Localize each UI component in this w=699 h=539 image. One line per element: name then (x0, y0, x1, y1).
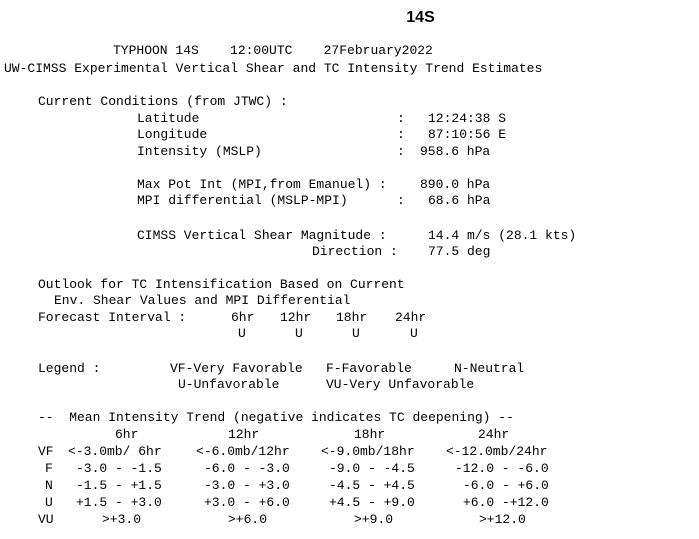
longitude-label: Longitude (137, 127, 208, 142)
trend-cell: -3.0 - -1.5 (76, 461, 162, 476)
trend-cell: <-9.0mb/18hr (321, 444, 415, 459)
legend-neutral: N-Neutral (454, 361, 525, 376)
current-conditions-heading: Current Conditions (from JTWC) : (38, 94, 288, 109)
shear-direction-label: Direction : (312, 244, 398, 259)
trend-col-18hr: 18hr (354, 427, 386, 442)
latitude-sep: : (397, 111, 405, 126)
shear-magnitude-label: CIMSS Vertical Shear Magnitude : (137, 228, 387, 243)
trend-cell: +6.0 -+12.0 (463, 495, 549, 510)
header-line-product: UW-CIMSS Experimental Vertical Shear and TC Intensity Trend Estimates (4, 61, 543, 76)
trend-col-6hr: 6hr (115, 427, 139, 442)
trend-cell: <-6.0mb/12hr (196, 444, 290, 459)
trend-row-key: U (45, 495, 53, 510)
trend-cell: +1.5 - +3.0 (76, 495, 162, 510)
intensity-label: Intensity (MSLP) (137, 144, 262, 159)
forecast-interval-6hr: 6hr (231, 310, 255, 325)
forecast-interval-24hr: 24hr (395, 310, 427, 325)
trend-cell: -1.5 - +1.5 (76, 478, 162, 493)
mpi-differential-sep: : (397, 193, 405, 208)
trend-row-key: VF (38, 444, 54, 459)
trend-cell: +3.0 - +6.0 (204, 495, 290, 510)
trend-row-key: VU (38, 512, 54, 527)
trend-cell: -3.0 - +3.0 (204, 478, 290, 493)
longitude-value: 87:10:56 E (428, 127, 507, 142)
trend-cell: >+12.0 (479, 512, 526, 527)
legend-favorable: F-Favorable (326, 361, 412, 376)
mpi-differential-label: MPI differential (MSLP-MPI) (137, 193, 348, 208)
trend-heading: -- Mean Intensity Trend (negative indicates TC deepening) -- (38, 410, 514, 425)
forecast-interval-12hr: 12hr (280, 310, 312, 325)
trend-cell: -9.0 - -4.5 (329, 461, 415, 476)
intensity-value: 958.6 hPa (420, 144, 491, 159)
outlook-value-12hr: U (295, 326, 303, 341)
legend-very-favorable: VF-Very Favorable (170, 361, 303, 376)
mpi-value: 890.0 hPa (420, 177, 491, 192)
trend-cell: -6.0 - +6.0 (463, 478, 549, 493)
trend-col-12hr: 12hr (228, 427, 260, 442)
trend-cell: -6.0 - -3.0 (204, 461, 290, 476)
outlook-value-24hr: U (410, 326, 418, 341)
intensity-sep: : (397, 144, 405, 159)
latitude-value: 12:24:38 S (428, 111, 507, 126)
shear-magnitude-value: 14.4 m/s (28.1 kts) (428, 228, 577, 243)
trend-row-key: F (45, 461, 53, 476)
trend-cell: >+6.0 (228, 512, 268, 527)
trend-cell: -12.0 - -6.0 (455, 461, 549, 476)
shear-direction-value: 77.5 deg (428, 244, 491, 259)
trend-col-24hr: 24hr (478, 427, 510, 442)
trend-cell: +4.5 - +9.0 (329, 495, 415, 510)
legend-label: Legend : (38, 361, 101, 376)
mpi-differential-value: 68.6 hPa (428, 193, 491, 208)
mpi-label: Max Pot Int (MPI,from Emanuel) : (137, 177, 387, 192)
legend-very-unfavorable: VU-Very Unfavorable (326, 377, 475, 392)
header-line-storm: TYPHOON 14S 12:00UTC 27February2022 (113, 43, 433, 58)
longitude-sep: : (397, 127, 405, 142)
outlook-subheading: Env. Shear Values and MPI Differential (54, 293, 351, 308)
trend-cell: <-12.0mb/24hr (446, 444, 548, 459)
forecast-interval-18hr: 18hr (336, 310, 368, 325)
latitude-label: Latitude (137, 111, 200, 126)
outlook-heading: Outlook for TC Intensification Based on Current (38, 277, 405, 292)
trend-cell: >+3.0 (102, 512, 142, 527)
trend-cell: <-3.0mb/ 6hr (68, 444, 162, 459)
forecast-interval-label: Forecast Interval : (38, 310, 187, 325)
outlook-value-18hr: U (352, 326, 360, 341)
page-title: 14S (406, 9, 435, 26)
outlook-value-6hr: U (238, 326, 246, 341)
trend-cell: -4.5 - +4.5 (329, 478, 415, 493)
legend-unfavorable: U-Unfavorable (178, 377, 280, 392)
trend-row-key: N (45, 478, 53, 493)
trend-cell: >+9.0 (354, 512, 394, 527)
